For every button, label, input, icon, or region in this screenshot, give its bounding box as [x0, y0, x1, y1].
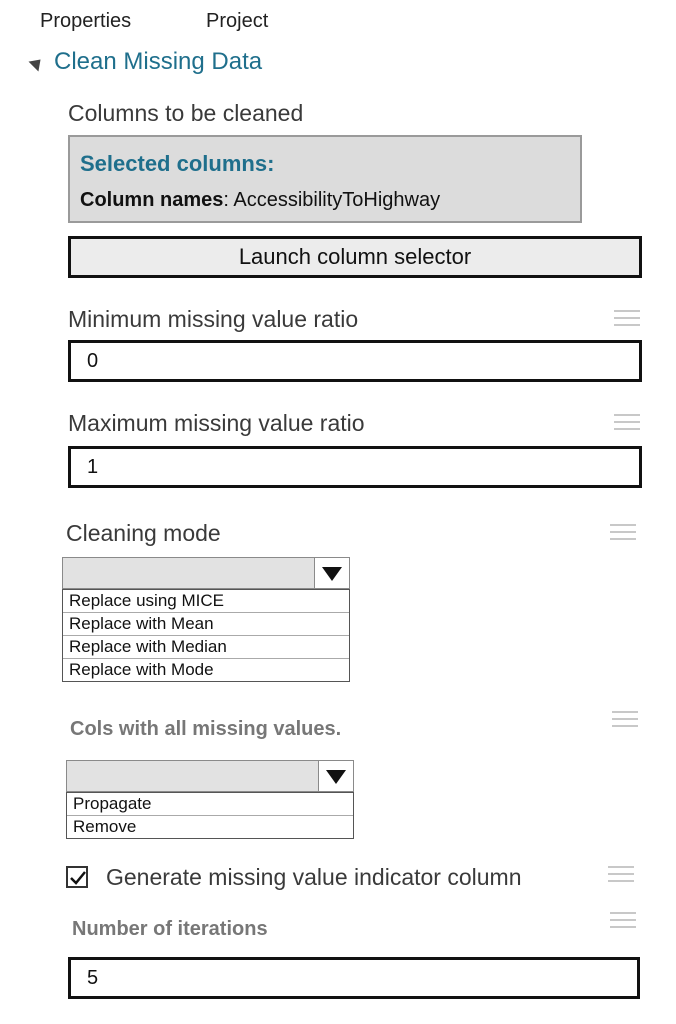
option-propagate[interactable]: Propagate — [73, 794, 152, 813]
cols-missing-label: Cols with all missing values. — [70, 718, 342, 740]
min-ratio-label: Minimum missing value ratio — [68, 306, 359, 332]
drag-handle-icon[interactable] — [608, 866, 634, 887]
cleaning-mode-select[interactable] — [62, 557, 350, 589]
max-ratio-label: Maximum missing value ratio — [68, 410, 365, 436]
option-replace-mice[interactable]: Replace using MICE — [69, 591, 224, 610]
launch-column-selector-button[interactable]: Launch column selector — [68, 236, 642, 278]
selected-columns-header: Selected columns: — [80, 151, 275, 176]
cleaning-mode-label: Cleaning mode — [66, 520, 221, 546]
indicator-checkbox[interactable] — [66, 866, 88, 888]
column-names-label: Column names — [80, 189, 224, 211]
columns-label: Columns to be cleaned — [68, 100, 304, 126]
column-names-row — [80, 189, 570, 212]
option-replace-mode[interactable]: Replace with Mode — [63, 658, 349, 681]
cols-missing-select[interactable] — [66, 760, 354, 792]
iterations-label: Number of iterations — [72, 918, 268, 940]
option-replace-mean[interactable]: Replace with Mean — [63, 612, 349, 635]
drag-handle-icon[interactable] — [610, 524, 636, 545]
option-replace-median[interactable]: Replace with Median — [63, 635, 349, 658]
tab-project[interactable]: Project — [206, 10, 269, 32]
selected-columns-box — [68, 135, 582, 223]
dropdown-button[interactable] — [318, 761, 353, 791]
drag-handle-icon[interactable] — [614, 310, 640, 331]
iterations-input[interactable]: 5 — [68, 957, 640, 999]
cols-missing-options — [66, 792, 354, 839]
module-title: Clean Missing Data — [54, 48, 263, 75]
tab-properties[interactable]: Properties — [40, 10, 132, 32]
module-header[interactable] — [30, 48, 262, 76]
option-remove[interactable]: Remove — [67, 815, 353, 838]
drag-handle-icon[interactable] — [614, 414, 640, 435]
cleaning-mode-options — [62, 589, 350, 682]
checkmark-icon — [69, 869, 87, 887]
drag-handle-icon[interactable] — [610, 912, 636, 933]
min-ratio-input[interactable]: 0 — [68, 340, 642, 382]
collapse-triangle-icon[interactable] — [29, 55, 46, 72]
chevron-down-icon — [322, 567, 342, 581]
chevron-down-icon — [326, 770, 346, 784]
max-ratio-input[interactable]: 1 — [68, 446, 642, 488]
indicator-label[interactable]: Generate missing value indicator column — [106, 864, 522, 890]
dropdown-button[interactable] — [314, 558, 349, 588]
column-names-value: : AccessibilityToHighway — [223, 189, 441, 211]
drag-handle-icon[interactable] — [612, 711, 638, 732]
